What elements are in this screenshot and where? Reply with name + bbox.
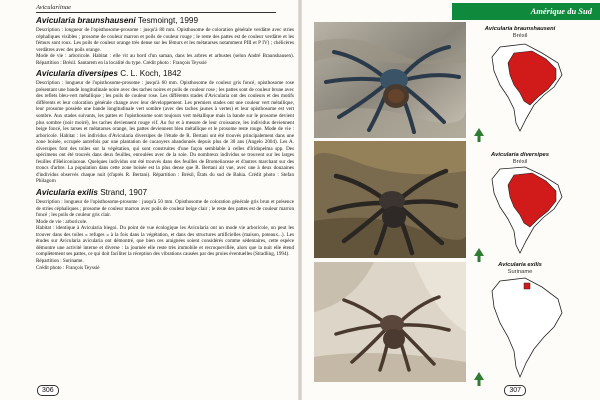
tree-icon xyxy=(473,128,485,142)
map-species: Avicularia diversipes xyxy=(490,152,549,158)
page-number: 307 xyxy=(504,385,526,396)
species-habitat: Mode de vie : arboricole. Habitat : elle vit au bord d'un saman, dans les arbres et arbustes (selon André Braunshausen). Répartition : Brésil. Santarem en la localité du type. Crédit photo : François Teyssié xyxy=(36,53,294,66)
map-country: Suriname xyxy=(507,268,533,275)
species-distribution: Répartition : Suriname. xyxy=(36,257,84,264)
map-species: Avicularia braunshauseni xyxy=(484,26,556,32)
spider-photo xyxy=(314,141,466,258)
photo-credit: Crédit photo : François Teyssié xyxy=(36,264,100,271)
south-america-map xyxy=(470,165,570,255)
species-author: Tesmoingt, 1999 xyxy=(137,16,199,25)
spider-photo xyxy=(314,262,466,382)
tree-icon xyxy=(473,248,485,262)
species-title xyxy=(36,188,294,198)
species-author: C. L. Koch, 1842 xyxy=(120,69,182,79)
species-name: Avicularia braunshauseni xyxy=(36,16,136,25)
species-title xyxy=(36,69,294,79)
map-label xyxy=(470,152,570,165)
map-label xyxy=(470,26,570,39)
distribution-map xyxy=(470,26,570,139)
species-description: Description : longueur de l'opisthosome-prosome : jusqu'à 80 mm. Opisthosome de coloration générale verdâtre avec stries céphaliques visibles ; prosome de couleur marron et poils de couleur rouge ; le reste des pattes est de couleur verdâtre et les fémurs sont roux. Les poils de couleur orange très dense sur les fémurs et les métatarses notamment PIII et P IV) ; chélicères verdâtres avec des poils orange. xyxy=(36,27,294,53)
species-name: Avicularia exilis xyxy=(36,188,98,198)
spider-photo xyxy=(314,22,466,138)
region-banner: Amérique du Sud xyxy=(452,3,600,20)
right-page xyxy=(302,0,600,400)
distribution-map xyxy=(470,262,570,385)
species-description: Description : longueur de l'opisthosome-prosome : jusqu'à 50 mm. Opisthosome de coloration générale gris brun et présence de stries céphaliques ; prosome de couleur marron avec poils de couleur beige clair ; le reste des pattes est de couleur marron foncé ; les poils de couleur gris clair. xyxy=(36,199,294,219)
species-habitat: Habitat : identique à Avicularia biegoi. Du point de vue écologique les Avicularia ont un mode vie arboricole, on peut les trouver dans des toiles « refuges » à la fois dans la végétation, et dans des structures artificielles (maison, poteaux...). Les études sur Avicularia avicularia ont démontré, que bien ces araignées soient considérés comme sédentaires, cette espèce démontre une activité interne et diverse : la journée elle reste très immobile et recroquevillée, alors que la nuit elle étend complètement ses pattes, ce qui doit faciliter la réception des vibrations causées par des proies éventuelles (Stradling, 1994). xyxy=(36,225,294,258)
left-page xyxy=(0,0,298,400)
page-number: 306 xyxy=(37,385,59,396)
map-country: Brésil xyxy=(512,158,528,165)
running-head: Avicularíinae xyxy=(36,4,276,13)
map-label xyxy=(470,262,570,275)
species-name: Avicularia diversipes xyxy=(36,69,118,79)
species-description: Description : longueur de l'opisthosome-prosome : jusqu'à 60 mm. Opisthosome de couleur gris foncé, opisthosome rose présentant une bande longitudinale noire avec des taches noires et poils de couleur rose ; les pattes sont de couleur brune avec des reflets bleu-vert métallique ; les poils de couleur rose. Les différents stades d'Avicularia ont des couleurs et des motifs différents et leur coloration générale change avec leur développement. Les premiers stades ont une couleur vert métallique, leur prosome possède une bande longitudinale vert sombre (avec des taches jaunes à vertes) et leur opisthosome est vert sombre. Aux stades suivants, les pattes et l'opisthosome sont toujours vert métallique mais la bande sur le prosome devient plus sombre (noir moiré), les taches deviennent rouge vif. Au fur et à mesure de leur croissance, les individus deviennent beige foncé, les tarses et métatarses orange, les pattes deviennent bleu métallique et le prosome reste rouge. Mode de vie : arboricole. Habitat : les individus d'Avicularia diversipes de l'étude de R. Bertani ont été trouvés principalement dans une zone boisée, occupée autrefois par une plantation de cacaoyers abandonnés depuis plus de 30 ans (Angelo 2004). Les A. diversipes font des toiles sur la végétation, qui sont construites d'une façon semblable à celles d'Iridopelma spp. Des spécimens ont été trouvés dans deux feuilles, enroulées avec de la soie. Du nombreux individus se trouvent sur les larges feuilles d'Heliconiaceae. Quelques individus ont été trouvés dans des feuilles de Bromeliaceae et d'autres marchant sur des troncs d'arbre. La population dans cette zone boisée est la plus dense que R. Bertani ait vue, avec une à deux douzaines d'individus observés chaque nuit (d'après R. Bertani). Répartition : Brésil, États du sud de Bahia. Crédit photo : Stefan Philagorn xyxy=(36,80,294,185)
distribution-map xyxy=(470,152,570,260)
south-america-map xyxy=(470,275,570,380)
text-column xyxy=(36,16,294,271)
south-america-map xyxy=(470,39,570,134)
species-author: Strand, 1907 xyxy=(100,188,148,198)
tree-icon xyxy=(473,372,485,386)
map-country: Brésil xyxy=(512,32,528,39)
species-lifestyle: Mode de vie : arboricole. xyxy=(36,218,88,225)
map-species: Avicularia exilis xyxy=(498,262,542,268)
species-title xyxy=(36,16,294,26)
